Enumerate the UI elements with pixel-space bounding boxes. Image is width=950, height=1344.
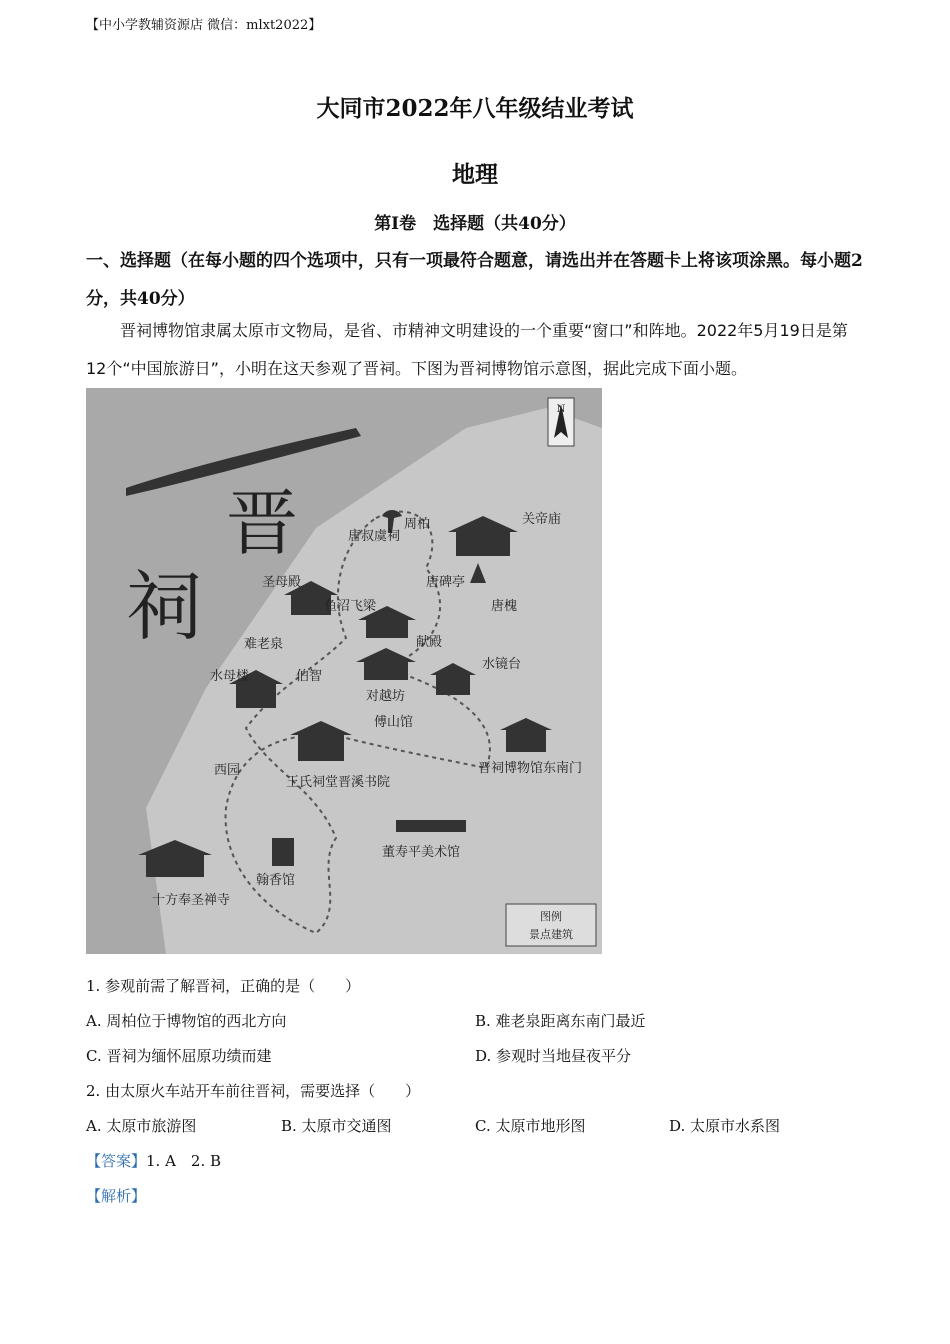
label-shuijing: 水镜台 [482, 657, 522, 672]
label-yuzhao: 鱼沼飞梁 [324, 599, 377, 614]
label-shifang: 十方奉圣禅寺 [152, 893, 231, 908]
label-wangshi: 王氏祠堂晋溪书院 [286, 775, 391, 790]
label-tangbei: 唐碑亭 [426, 575, 466, 590]
legend-item: 景点建筑 [529, 928, 573, 941]
label-tanghuai: 唐槐 [491, 599, 518, 614]
q2-option-d: D. 太原市水系图 [669, 1117, 781, 1135]
label-foshan: 傅山馆 [374, 715, 414, 730]
analysis-tag: 【解析】 [86, 1187, 147, 1205]
q2-option-c: C. 太原市地形图 [475, 1117, 586, 1135]
label-nanlao: 难老泉 [244, 637, 284, 652]
answer-text: 1. A 2. B [146, 1152, 222, 1170]
reading-passage: 晋祠博物馆隶属太原市文物局，是省、市精神文明建设的一个重要“窗口”和阵地。2022年5月19日是第12个“中国旅游日”，小明在这天参观了晋祠。下图为晋祠博物馆示意图，据此完成下面小题。 [86, 321, 848, 378]
q2-option-a: A. 太原市旅游图 [86, 1117, 197, 1135]
label-guandi: 关帝庙 [522, 512, 562, 527]
subject-title: 地理 [452, 161, 498, 188]
q1-stem: 1. 参观前需了解晋祠，正确的是（ ） [86, 977, 361, 995]
label-zhoubai: 周柏 [404, 517, 431, 532]
label-xian: 献殿 [416, 635, 443, 650]
jinci-museum-map [86, 388, 602, 954]
q2-option-b: B. 太原市交通图 [281, 1117, 392, 1135]
label-hanqing: 翰香馆 [256, 873, 296, 888]
section-instructions: 一、选择题（在每小题的四个选项中，只有一项最符合题意，请选出并在答题卡上将该项涂黑。每小题2分，共40分） [86, 251, 863, 309]
label-xiyuan: 西园 [214, 763, 241, 778]
calligraphy-char-2: 祠 [126, 562, 202, 651]
answer-tag: 【答案】 [86, 1152, 147, 1170]
label-duiyue: 对越坊 [366, 689, 406, 704]
label-shengmu: 圣母殿 [262, 575, 302, 590]
q1-option-c: C. 晋祠为缅怀屈原功绩而建 [86, 1047, 272, 1065]
label-tangshu: 唐叔虞祠 [348, 529, 401, 544]
label-museum-gate: 晋祠博物馆东南门 [478, 761, 583, 776]
exam-title: 大同市2022年八年级结业考试 [316, 95, 634, 122]
header-note: 【中小学教辅资源店 微信：mlxt2022】 [86, 18, 322, 33]
part-heading: 第Ⅰ卷 选择题（共40分） [374, 214, 576, 234]
q1-option-b: B. 难老泉距离东南门最近 [475, 1012, 646, 1030]
q1-option-a: A. 周柏位于博物馆的西北方向 [86, 1012, 287, 1030]
calligraphy-char-1: 晋 [226, 481, 299, 565]
q2-stem: 2. 由太原火车站开车前往晋祠，需要选择（ ） [86, 1082, 421, 1100]
north-label: N [556, 404, 566, 415]
label-bozhi: 伯智 [296, 669, 323, 684]
q1-option-d: D. 参观时当地昼夜平分 [475, 1047, 632, 1065]
label-shuimu: 水母楼 [210, 669, 250, 684]
label-dongshou: 董寿平美术馆 [382, 845, 461, 860]
legend-title: 图例 [540, 910, 562, 923]
answer-line [86, 1150, 221, 1171]
